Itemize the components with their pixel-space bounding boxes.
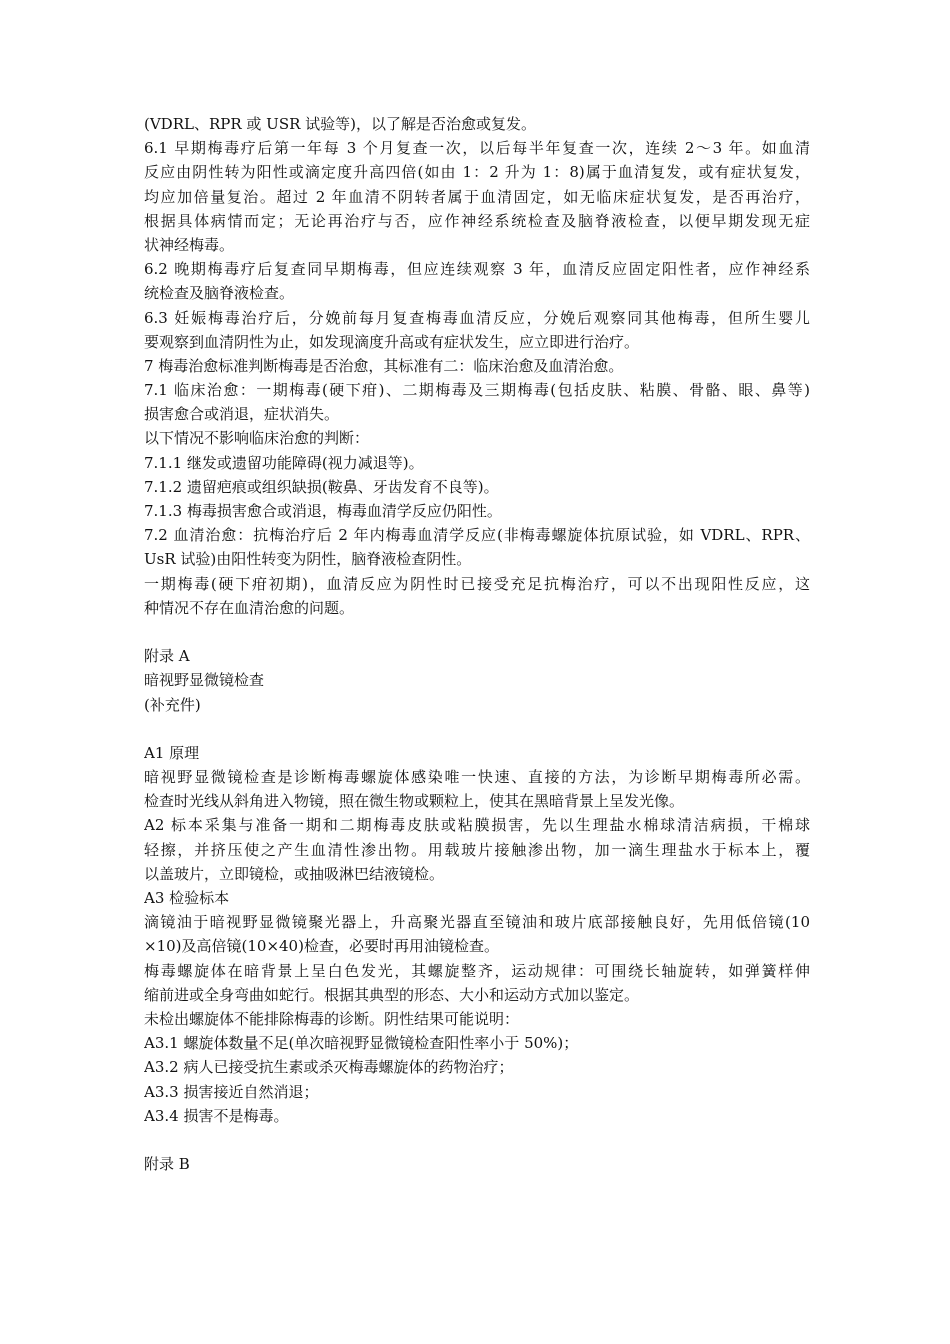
text-line: (补充件) xyxy=(144,695,201,714)
text-line: 7.1.2 遗留疤痕或组织缺损(鞍鼻、牙齿发育不良等)。 xyxy=(144,477,499,496)
paragraph xyxy=(144,257,810,305)
text-line: 6.3 妊娠梅毒治疗后，分娩前每月复查梅毒血清反应，分娩后观察同其他梅毒，但所生婴儿 xyxy=(144,308,810,327)
text-line: 检查时光线从斜角进入物镜，照在微生物或颗粒上，使其在黑暗背景上呈发光像。 xyxy=(144,792,685,811)
text-line: 缩前进或全身弯曲如蛇行。根据其典型的形态、大小和运动方式加以鉴定。 xyxy=(144,985,640,1004)
paragraph xyxy=(144,668,810,692)
text-line: 轻擦，并挤压使之产生血清性渗出物。用载玻片接触渗出物，加一滴生理盐水于标本上，覆 xyxy=(144,840,810,859)
text-line: 7.1 临床治愈：一期梅毒(硬下疳)、二期梅毒及三期梅毒(包括皮肤、粘膜、骨骼、眼、鼻等) xyxy=(144,381,810,400)
text-line: 反应由阴性转为阳性或滴定度升高四倍(如由 1：2 升为 1：8)属于血清复发，或有症状复发， xyxy=(144,163,810,182)
paragraph xyxy=(144,475,810,499)
text-line: 6.2 晚期梅毒疗后复查同早期梅毒，但应连续观察 3 年，血清反应固定阳性者，应作神经系 xyxy=(144,260,810,279)
text-line: 暗视野显微镜检查 xyxy=(144,671,265,690)
text-line: 以下情况不影响临床治愈的判断： xyxy=(144,429,370,448)
text-line: 一期梅毒(硬下疳初期)，血清反应为阴性时已接受充足抗梅治疗，可以不出现阳性反应，这 xyxy=(144,574,810,593)
text-line: 要观察到血清阴性为止，如发现滴度升高或有症状发生，应立即进行治疗。 xyxy=(144,332,640,351)
text-line: 状神经梅毒。 xyxy=(144,235,235,254)
text-line: 7.2 血清治愈：抗梅治疗后 2 年内梅毒血清学反应(非梅毒螺旋体抗原试验，如 VDRL、RPR、 xyxy=(144,526,810,545)
paragraph xyxy=(144,1031,810,1055)
paragraph xyxy=(144,426,810,450)
paragraph xyxy=(144,1055,810,1079)
text-line: 种情况不存在血清治愈的问题。 xyxy=(144,598,355,617)
paragraph xyxy=(144,644,810,668)
paragraph xyxy=(144,959,810,1007)
text-line: A3.4 损害不是梅毒。 xyxy=(144,1106,289,1125)
paragraph xyxy=(144,136,810,257)
paragraph xyxy=(144,813,810,886)
paragraph xyxy=(144,693,810,717)
text-line: 均应加倍量复治。超过 2 年血清不阴转者属于血清固定，如无临床症状复发，是否再治疗， xyxy=(144,187,810,206)
paragraph xyxy=(144,741,810,765)
paragraph xyxy=(144,354,810,378)
text-line: 7.1.3 梅毒损害愈合或消退，梅毒血清学反应仍阳性。 xyxy=(144,502,502,520)
text-line: 暗视野显微镜检查是诊断梅毒螺旋体感染唯一快速、直接的方法，为诊断早期梅毒所必需。 xyxy=(144,768,810,787)
blank-line xyxy=(144,1128,810,1152)
text-line: 7.1.1 继发或遗留功能障碍(视力减退等)。 xyxy=(144,453,424,472)
paragraph xyxy=(144,1007,810,1031)
text-line: A3.3 损害接近自然消退； xyxy=(144,1082,319,1101)
paragraph xyxy=(144,1152,810,1176)
text-line: A1 原理 xyxy=(144,743,200,762)
blank-line xyxy=(144,717,810,741)
text-line: 附录 A xyxy=(144,647,190,666)
text-line: 梅毒螺旋体在暗背景上呈白色发光，其螺旋整齐，运动规律：可围绕长轴旋转，如弹簧样伸 xyxy=(144,961,810,980)
paragraph xyxy=(144,1104,810,1128)
text-line: 未检出螺旋体不能排除梅毒的诊断。阴性结果可能说明： xyxy=(144,1009,520,1028)
paragraph xyxy=(144,378,810,426)
paragraph xyxy=(144,886,810,910)
text-line: 附录 B xyxy=(144,1155,190,1174)
text-line: ×10)及高倍镜(10×40)检查，必要时再用油镜检查。 xyxy=(144,937,499,956)
paragraph xyxy=(144,765,810,813)
text-line: A3.2 病人已接受抗生素或杀灭梅毒螺旋体的药物治疗； xyxy=(144,1058,514,1077)
text-line: A3 检验标本 xyxy=(144,889,230,907)
text-line: 6.1 早期梅毒疗后第一年每 3 个月复查一次，以后每半年复查一次，连续 2～3 年。如血清 xyxy=(144,139,810,158)
text-line: 根据具体病情而定；无论再治疗与否，应作神经系统检查及脑脊液检查，以便早期发现无症 xyxy=(144,211,810,230)
paragraph xyxy=(144,499,810,523)
document-page xyxy=(144,112,810,1176)
paragraph xyxy=(144,306,810,354)
paragraph xyxy=(144,523,810,571)
paragraph xyxy=(144,572,810,620)
text-line: 损害愈合或消退，症状消失。 xyxy=(144,405,340,424)
text-line: 滴镜油于暗视野显微镜聚光器上，升高聚光器直至镜油和玻片底部接触良好，先用低倍镜(10 xyxy=(144,913,810,932)
text-line: 统检查及脑脊液检查。 xyxy=(144,284,295,303)
text-line: 7 梅毒治愈标准判断梅毒是否治愈，其标准有二：临床治愈及血清治愈。 xyxy=(144,356,624,375)
text-line: A3.1 螺旋体数量不足(单次暗视野显微镜检查阳性率小于 50%)； xyxy=(144,1034,579,1053)
text-line: (VDRL、RPR 或 USR 试验等)，以了解是否治愈或复发。 xyxy=(144,115,537,133)
text-line: A2 标本采集与准备一期和二期梅毒皮肤或粘膜损害，先以生理盐水棉球清洁病损，干棉球 xyxy=(144,816,810,835)
blank-line xyxy=(144,620,810,644)
paragraph xyxy=(144,451,810,475)
paragraph xyxy=(144,910,810,958)
paragraph xyxy=(144,1080,810,1104)
text-line: 以盖玻片，立即镜检，或抽吸淋巴结液镜检。 xyxy=(144,864,445,883)
text-line: UsR 试验)由阳性转变为阴性，脑脊液检查阴性。 xyxy=(144,550,472,569)
paragraph xyxy=(144,112,810,136)
